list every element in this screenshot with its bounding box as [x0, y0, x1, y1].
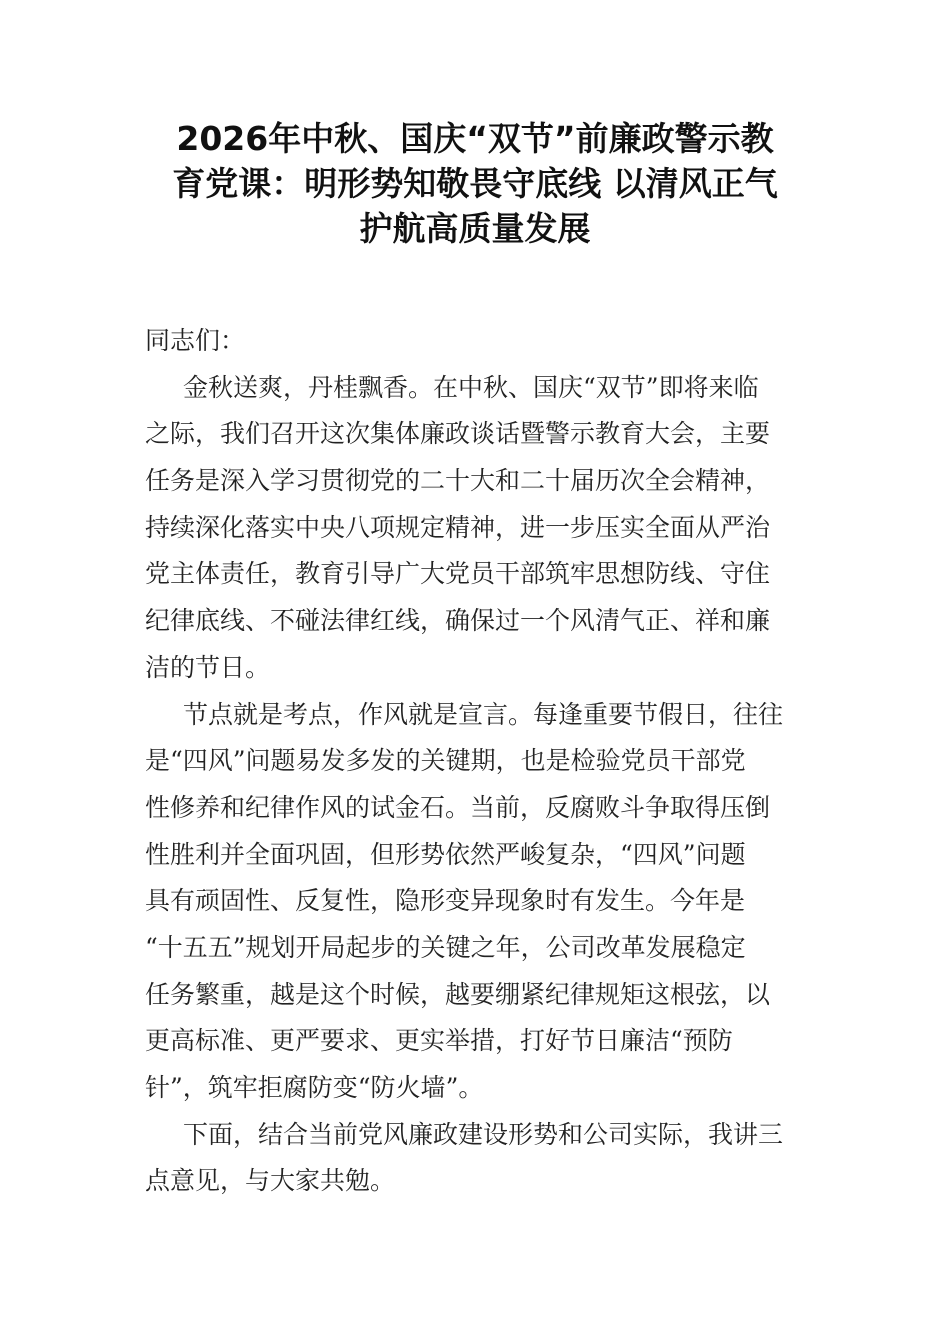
title-line: 2026年中秋、国庆“双节”前廉政警示教 — [176, 119, 774, 158]
paragraph-line: 是“四风”问题易发多发的关键期，也是检验党员干部党 — [145, 746, 746, 776]
paragraph-line: 之际，我们召开这次集体廉政谈话暨警示教育大会，主要 — [145, 419, 771, 449]
paragraph-line: 更高标准、更严要求、更实举措，打好节日廉洁“预防 — [145, 1026, 733, 1056]
salutation: 同志们： — [145, 326, 246, 355]
paragraph-line: 具有顽固性、反复性，隐形变异现象时有发生。今年是 — [145, 886, 746, 916]
document-title — [140, 116, 810, 251]
paragraph-line: 金秋送爽，丹桂飘香。在中秋、国庆“双节”即将来临 — [183, 372, 759, 402]
title-line: 育党课：明形势知敬畏守底线 以清风正气 — [172, 164, 778, 203]
document-body — [145, 318, 805, 1205]
paragraph-1 — [145, 365, 805, 692]
paragraph-line: 党主体责任，教育引导广大党员干部筑牢思想防线、守住 — [145, 559, 771, 589]
title-line: 护航高质量发展 — [359, 209, 591, 248]
paragraph-line: 性胜利并全面巩固，但形势依然严峻复杂，“四风”问题 — [145, 839, 746, 869]
paragraph-line: 下面，结合当前党风廉政建设形势和公司实际，我讲三 — [183, 1119, 784, 1149]
paragraph-line: 针”，筑牢拒腐防变“防火墙”。 — [145, 1073, 484, 1102]
paragraph-3 — [145, 1112, 805, 1205]
paragraph-2 — [145, 692, 805, 1112]
paragraph-line: 持续深化落实中央八项规定精神，进一步压实全面从严治 — [145, 512, 771, 542]
paragraph-line: 纪律底线、不碰法律红线，确保过一个风清气正、祥和廉 — [145, 606, 771, 636]
paragraph-line: 性修养和纪律作风的试金石。当前，反腐败斗争取得压倒 — [145, 792, 771, 822]
paragraph-line: 任务是深入学习贯彻党的二十大和二十届历次全会精神， — [145, 466, 771, 496]
paragraph-line: 洁的节日。 — [145, 652, 271, 682]
paragraph-line: 节点就是考点，作风就是宣言。每逢重要节假日，往往 — [183, 699, 784, 729]
paragraph-line: 任务繁重，越是这个时候，越要绷紧纪律规矩这根弦，以 — [145, 979, 771, 1009]
paragraph-line: “十五五”规划开局起步的关键之年，公司改革发展稳定 — [145, 932, 746, 962]
paragraph-line: 点意见，与大家共勉。 — [145, 1166, 396, 1196]
